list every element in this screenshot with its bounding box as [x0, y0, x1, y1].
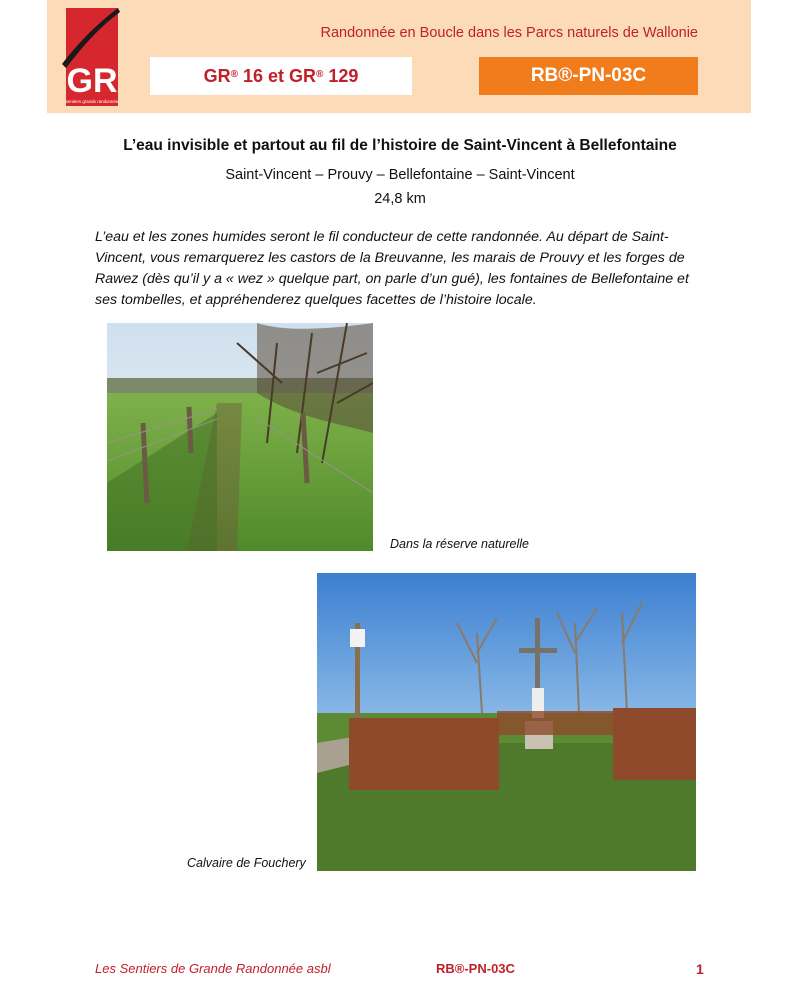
gr-logo	[62, 6, 120, 108]
photo-nature-reserve	[107, 323, 373, 551]
logo-text: GR	[66, 62, 118, 100]
page-title: L’eau invisible et partout au fil de l’histoire de Saint-Vincent à Bellefontaine	[123, 137, 677, 154]
footer-organization: Les Sentiers de Grande Randonnée asbl	[95, 961, 331, 976]
registered-mark: ®	[230, 68, 238, 80]
intro-paragraph: L’eau et les zones humides seront le fil conducteur de cette randonnée. Au départ de Saint-Vincent, vous remarquerez les castors de la Breuvanne, les marais de Prouvy et les forges de Rawez (dès qu’il y a « wez » quelque part, on parle d’un gué), les fontaines de Bellefontaine et ses tombelles, et appréhenderez quelques facettes de l’histoire locale.	[95, 229, 689, 308]
header-tagline: Randonnée en Boucle dans les Parcs naturels de Wallonie	[320, 25, 698, 41]
gr-routes-part1: GR	[203, 65, 231, 86]
route-distance: 24,8 km	[374, 191, 426, 207]
photo-caption: Dans la réserve naturelle	[390, 537, 529, 551]
footer-route-code: RB®-PN-03C	[436, 961, 515, 976]
photo-calvary	[317, 573, 696, 871]
photo-caption: Calvaire de Fouchery	[187, 856, 306, 870]
gr-routes-part2: 16 et GR	[237, 65, 316, 86]
page-number: 1	[696, 961, 704, 977]
gr-routes-box	[150, 57, 412, 95]
route-itinerary: Saint-Vincent – Prouvy – Bellefontaine – Saint-Vincent	[225, 167, 575, 183]
registered-mark: ®	[315, 68, 324, 80]
gr-routes-part3: 129	[323, 65, 359, 86]
route-code-badge: RB®-PN-03C	[479, 57, 698, 95]
logo-subtext: sentiers grande randonnée	[65, 99, 119, 104]
